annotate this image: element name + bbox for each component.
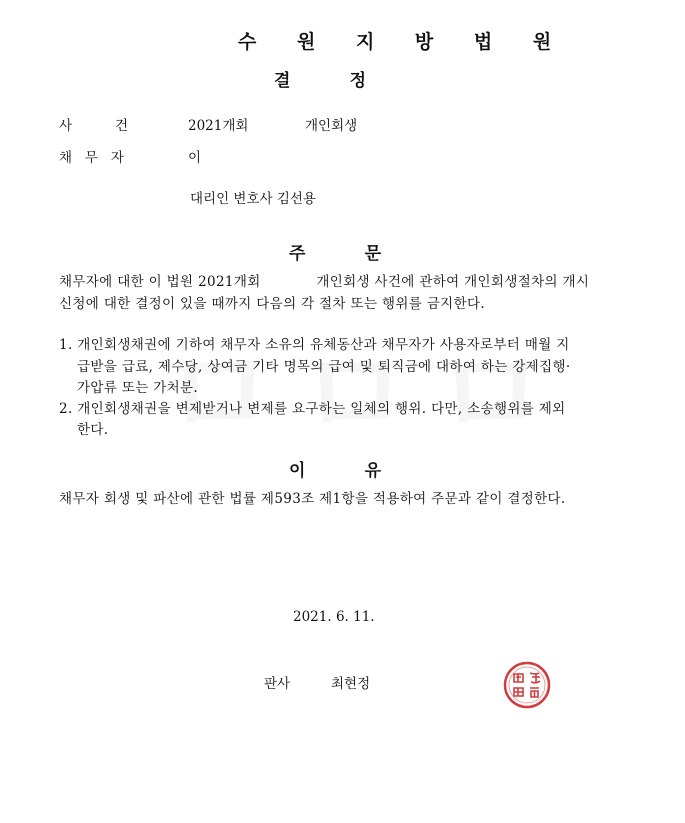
order-item-2-line-1: 2. 개인회생채권을 변제받거나 변제를 요구하는 일체의 행위. 다만, 소송행위를 제외 [59, 401, 566, 417]
case-label: 사 건 [59, 118, 128, 134]
order-line-1: 채무자에 대한 이 법원 2021개회 개인회생 사건에 관하여 개인회생절차의 개시 [59, 274, 590, 290]
case-type: 개인회생 [305, 118, 358, 134]
reason-heading: 이 유 [289, 461, 382, 481]
court-name: 수 원 지 방 법 원 [238, 31, 569, 53]
order-item-2-line-2: 한다. [77, 422, 109, 438]
judge-label: 판사 [264, 676, 291, 692]
debtor-agent: 대리인 변호사 김선용 [190, 191, 316, 207]
decision-date: 2021. 6. 11. [293, 609, 375, 625]
watermark [160, 300, 568, 472]
debtor-label: 채 무 자 [59, 150, 124, 166]
order-item-1-line-2: 급받을 급료, 제수당, 상여금 기타 명목의 급여 및 퇴직금에 대하여 하는 강제집행· [77, 359, 571, 375]
order-heading: 주 문 [289, 244, 382, 264]
order-line-2: 신청에 대한 결정이 있을 때까지 다음의 각 절차 또는 행위를 금지한다. [59, 296, 486, 312]
case-number: 2021개회 [188, 118, 249, 134]
order-item-1-line-1: 1. 개인회생채권에 기하여 채무자 소유의 유체동산과 채무자가 사용자로부터 매월 지 [59, 337, 570, 353]
order-item-1-line-3: 가압류 또는 가처분. [77, 380, 199, 396]
judge-name: 최현정 [331, 676, 371, 692]
judge-seal-icon [502, 660, 552, 710]
document-type: 결 정 [274, 71, 367, 91]
reason-text: 채무자 회생 및 파산에 관한 법률 제593조 제1항을 적용하여 주문과 같이 결정한다. [59, 491, 566, 507]
debtor-name: 이 [188, 150, 202, 166]
